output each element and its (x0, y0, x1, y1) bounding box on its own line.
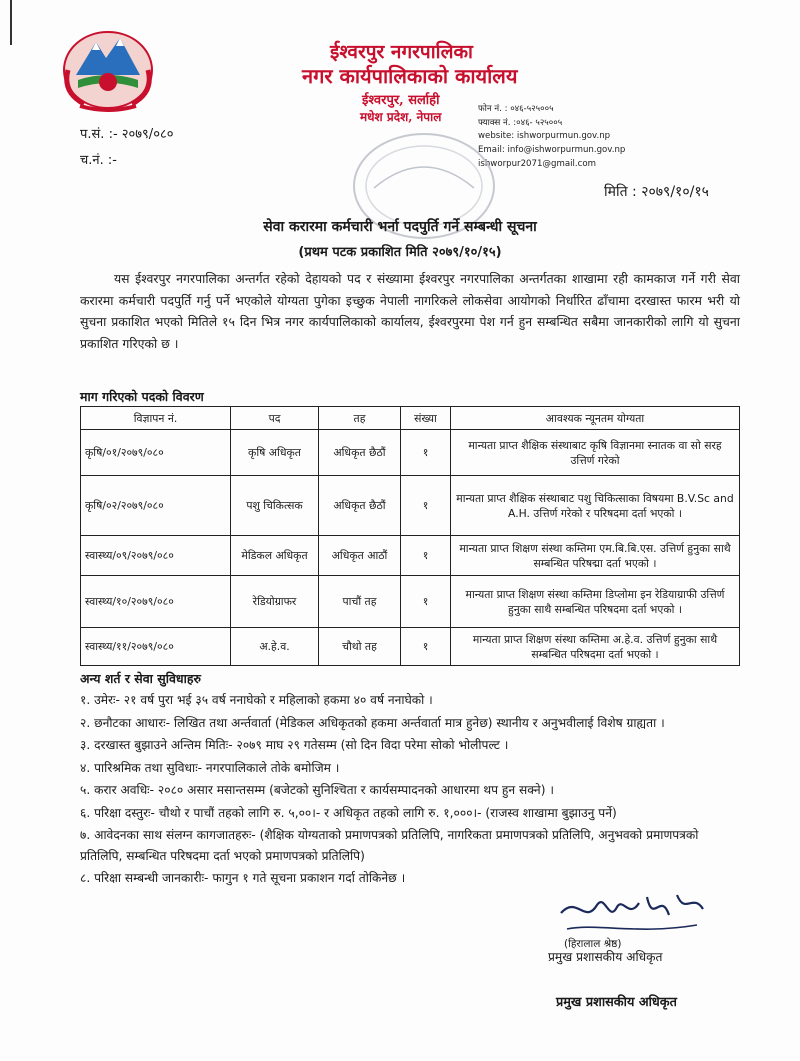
table-caption: माग गरिएको पदको विवरण (80, 389, 204, 404)
margin-rule (10, 0, 12, 45)
header-count: संख्या (401, 407, 451, 430)
term-item: ४. पारिश्रमिक तथा सुविधाः- नगरपालिकाले तोके बमोजिम । (80, 760, 340, 775)
terms-title: अन्य शर्त र सेवा सुविधाहरु (80, 671, 201, 686)
header-advert-no: विज्ञापन नं. (81, 407, 231, 430)
qualification-cell: मान्यता प्राप्त शिक्षण संस्था कम्तिमा अ.हे.व. उत्तिर्ण हुनुका साथै सम्बन्धित परिषदमा दर्ता भएको । (451, 628, 740, 666)
term-item: ३. दरखास्त बुझाउने अन्तिम मितिः- २०७९ माघ २९ गतेसम्म (सो दिन विदा परेमा सोको भोलीपल्ट । (80, 738, 509, 752)
province-name: मधेश प्रदेश, नेपाल (360, 110, 442, 124)
term-item: २. छनौटका आधारः- लिखित तथा अर्न्तवार्ता (मेडिकल अधिकृतको हकमा अर्न्तवार्ता मात्र हुनेछ) स्थानीय र अनुभवीलाई विशेष ग्राह्यता । (80, 715, 665, 730)
role-stamp: प्रमुख प्रशासकीय अधिकृत (556, 995, 677, 1010)
table-header-row (81, 407, 740, 430)
post-cell: मेडिकल अधिकृत (231, 536, 319, 576)
notice-body: यस ईश्वरपुर नगरपालिका अन्तर्गत रहेको देहायको पद र संख्यामा ईश्वरपुर नगरपालिका अन्तर्गतका शाखामा रही कामकाज गर्ने गरी सेवा करारमा कर्मचारी पदपुर्ति गर्नु पर्ने भएकोले योग्यता पुगेका इच्छुक नेपाली नागरिकले लोकसेवा आयोगको निर्धारित ढाँचामा दरखास्त फारम भरी यो सुचना प्रकाशित भएको मितिले १५ दिन भित्र नगर कार्यपालिकाको कार्यालय, ईश्वरपुरमा पेश गर्न हुन सम्बन्धित सबैमा जानकारीको लागि यो सुचना प्रकाशित गरिएको छ । (80, 271, 740, 351)
signatory-role: प्रमुख प्रशासकीय अधिकृत (548, 950, 663, 964)
advert-no-cell: स्वास्थ्य/१०/२०७९/०८० (81, 576, 231, 628)
email-link[interactable]: Email: info@ishworpurmun.gov.np (478, 145, 626, 156)
notice-title: सेवा करारमा कर्मचारी भर्ना पदपुर्ति गर्ने सम्बन्धी सूचना (263, 219, 537, 235)
level-cell: अधिकृत छैठौं (319, 476, 401, 536)
nepal-emblem-logo (58, 20, 158, 112)
term-item: ८. परिक्षा सम्बन्धी जानकारीः- फागुन १ गते सूचना प्रकाशन गर्दा तोकिनेछ । (80, 871, 406, 885)
advert-no-cell: स्वास्थ्य/११/२०७९/०८० (81, 628, 231, 666)
advert-no-cell: कृषि/०१/२०७९/०८० (81, 430, 231, 476)
table-row (81, 576, 740, 628)
table-row (81, 430, 740, 476)
term-item: ७. आवेदनका साथ संलग्न कागजातहरुः- (शैक्षिक योग्यताको प्रमाणपत्रको प्रतिलिपि, नागरिकता प्रमाणपत्रको प्रतिलिपि, अनुभवको प्रमाणपत्रको प्रतिलिपि, सम्बन्धित परिषदमा दर्ता भएको प्रमाणपत्रको प्रतिलिपि) (80, 828, 699, 863)
advert-no-cell: कृषि/०२/२०७९/०८० (81, 476, 231, 536)
office-address: ईश्वरपुर, सर्लाही (362, 93, 440, 108)
contact-block (478, 103, 625, 172)
table-row (81, 628, 740, 666)
post-cell: कृषि अधिकृत (231, 430, 319, 476)
reference-number: प.सं. :- २०७९/०८० (80, 127, 174, 142)
website-link[interactable]: website: ishworpurmun.gov.np (478, 131, 611, 142)
notice-subtitle: (प्रथम पटक प्रकाशित मिति २०७९/१०/१५) (298, 245, 502, 260)
term-item: ५. करार अवधिः- २०८० असार मसान्तसम्म (बजेटको सुनिश्चिता र कार्यसम्पादनको आधारमा थप हुन सक्ने) । (80, 783, 554, 797)
post-cell: रेडियोग्राफर (231, 576, 319, 628)
qualification-cell: मान्यता प्राप्त शैक्षिक संस्थाबाट पशु चिकित्साका विषयमा B.V.Sc and A.H. उत्तिर्ण गरेको र परिषदमा दर्ता भएको । (451, 476, 740, 536)
term-item: १. उमेरः- २१ वर्ष पुरा भई ३५ वर्ष ननाघेको र महिलाको हकमा ४० वर्ष ननाघेको । (80, 693, 433, 707)
qualification-cell: मान्यता प्राप्त शिक्षण संस्था कम्तिमा डिप्लोमा इन रेडियाग्राफी उत्तिर्ण हुनुका साथै सम्बन्धित परिषदमा दर्ता भएको । (451, 576, 740, 628)
header-level: तह (319, 407, 401, 430)
header-post: पद (231, 407, 319, 430)
handwritten-signature (557, 885, 707, 945)
terms-list (80, 690, 740, 891)
term-item: ६. परिक्षा दस्तुरः- चौथो र पाचौं तहको लागि रु. ५,००।- र अधिकृत तहको लागि रु. १,०००।- (राजस्व शाखामा बुझाउनु पर्ने) (80, 805, 617, 820)
level-cell: अधिकृत छैठौं (319, 430, 401, 476)
municipality-name: ईश्वरपुर नगरपालिका (330, 41, 473, 63)
level-cell: अधिकृत आठौं (319, 536, 401, 576)
office-name: नगर कार्यपालिकाको कार्यालय (302, 64, 518, 88)
gmail-link[interactable]: ishworpur2071@gmail.com (478, 158, 596, 169)
count-cell: १ (401, 430, 451, 476)
fax-number: फ्याक्स नं. :०४६- ५२५००५ (478, 117, 563, 128)
phone-number: फोन नं. : ०४६-५२५००५ (478, 104, 554, 114)
posts-table (80, 406, 740, 666)
notice-date: मिति : २०७९/१०/१५ (604, 184, 709, 200)
count-cell: १ (401, 576, 451, 628)
header-qualification: आवश्यक न्यूनतम योग्यता (451, 407, 740, 430)
level-cell: चौथो तह (319, 628, 401, 666)
level-cell: पाचौं तह (319, 576, 401, 628)
table-row (81, 476, 740, 536)
count-cell: १ (401, 628, 451, 666)
post-cell: अ.हे.व. (231, 628, 319, 666)
count-cell: १ (401, 476, 451, 536)
dispatch-number: च.नं. :- (80, 153, 117, 168)
table-row (81, 536, 740, 576)
signatory-name: (हिरालाल श्रेष्ठ) (564, 938, 622, 950)
advert-no-cell: स्वास्थ्य/०९/२०७९/०८० (81, 536, 231, 576)
qualification-cell: मान्यता प्राप्त शैक्षिक संस्थाबाट कृषि विज्ञानमा स्नातक वा सो सरह उत्तिर्ण गरेको (451, 430, 740, 476)
post-cell: पशु चिकित्सक (231, 476, 319, 536)
qualification-cell: मान्यता प्राप्त शिक्षण संस्था कम्तिमा एम.बि.बि.एस. उत्तिर्ण हुनुका साथै सम्बन्धित परिषद्मा दर्ता भएको । (451, 536, 740, 576)
count-cell: १ (401, 536, 451, 576)
